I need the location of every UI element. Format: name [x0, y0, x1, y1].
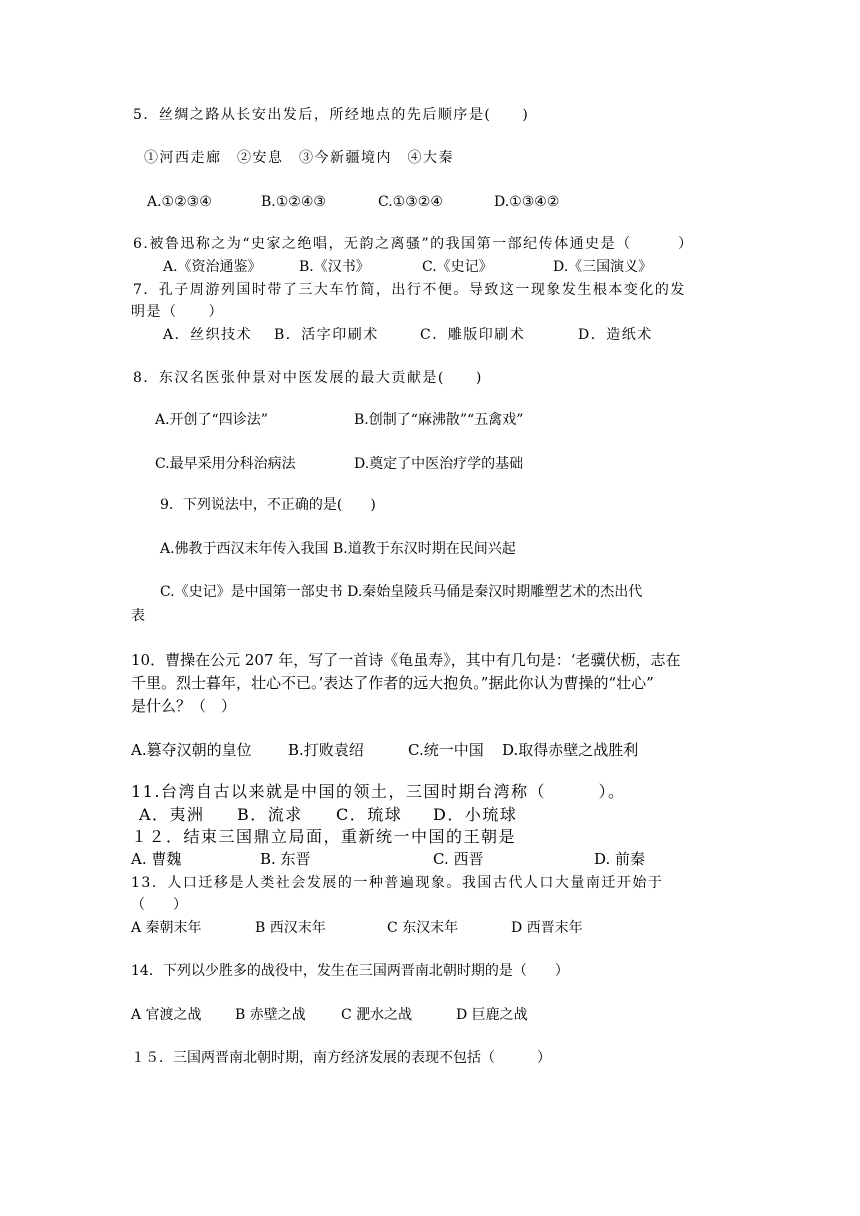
question-8-option-c: C.最早采用分科治病法 — [155, 456, 296, 472]
option-a: A. 曹魏 — [131, 850, 182, 868]
option-b: B．活字印刷术 — [274, 327, 379, 343]
question-10-stem-line1: 10．曹操在公元 207 年，写了一首诗《龟虽寿》，其中有几句是：‘老骥伏枥，志在 — [131, 651, 681, 669]
option-b: B.①②④③ — [261, 194, 326, 210]
question-13-stem-line2: （ ） — [131, 897, 187, 913]
question-5-stem: 5．丝绸之路从长安出发后，所经地点的先后顺序是( ) — [133, 107, 530, 123]
option-d: D．造纸术 — [578, 327, 653, 343]
option-c: C. 西晋 — [433, 850, 484, 868]
option-c: C．雕版印刷术 — [420, 327, 526, 343]
option-c: C.统一中国 — [408, 741, 484, 759]
option-a: A．丝织技术 — [163, 327, 253, 343]
question-7-stem-line2: 明是（ ） — [131, 304, 224, 320]
option-b: B. 东晋 — [260, 850, 311, 868]
question-10-stem-line2: 千里。烈士暮年，壮心不已。’表达了作者的远大抱负。”据此你认为曹操的“壮心” — [131, 674, 654, 692]
question-14-stem: 14．下列以少胜多的战役中，发生在三国两晋南北朝时期的是（ ） — [131, 963, 569, 979]
question-6-stem: 6.被鲁迅称之为“史家之绝唱，无韵之离骚”的我国第一部纪传体通史是（ ） — [133, 236, 694, 252]
option-d: D．小琉球 — [433, 805, 518, 824]
option-a: A 秦朝末年 — [131, 920, 202, 936]
option-b: B．流求 — [237, 805, 303, 824]
question-5-items: ①河西走廊 ②安息 ③今新疆境内 ④大秦 — [144, 150, 454, 166]
question-8-option-b: B.创制了“麻沸散”“五禽戏” — [354, 412, 524, 428]
question-9-stem: 9．下列说法中，不正确的是( ) — [160, 497, 376, 513]
option-d: D.取得赤壁之战胜利 — [502, 741, 639, 759]
option-d: D.①③④② — [494, 194, 560, 210]
question-8-stem: 8．东汉名医张仲景对中医发展的最大贡献是( ) — [133, 370, 483, 386]
question-8-option-a: A.开创了“四诊法” — [155, 412, 268, 428]
question-9-options-cd-line2: 表 — [131, 608, 145, 624]
option-d: D. 前秦 — [594, 850, 646, 868]
question-8-option-d: D.奠定了中医治疗学的基础 — [354, 456, 524, 472]
option-a: A.篡夺汉朝的皇位 — [131, 741, 252, 759]
option-d: D 巨鹿之战 — [456, 1007, 528, 1023]
option-a: A．夷洲 — [139, 805, 205, 824]
option-c: C 东汉末年 — [387, 920, 459, 936]
option-a: A 官渡之战 — [131, 1007, 202, 1023]
question-11-stem: 11.台湾自古以来就是中国的领土，三国时期台湾称（ ）。 — [131, 782, 626, 801]
option-d: D.《三国演义》 — [553, 259, 653, 275]
option-c: C.①③②④ — [378, 194, 443, 210]
question-9-options-ab: A.佛教于西汉末年传入我国 B.道教于东汉时期在民间兴起 — [160, 541, 516, 557]
option-b: B.打败袁绍 — [288, 741, 364, 759]
option-b: B 赤壁之战 — [235, 1007, 306, 1023]
option-a: A.①②③④ — [147, 194, 212, 210]
question-10-stem-line3: 是什么？（ ） — [131, 697, 237, 715]
option-c: C 淝水之战 — [341, 1007, 413, 1023]
question-15-stem: １５．三国两晋南北朝时期，南方经济发展的表现不包括（ ） — [131, 1050, 551, 1066]
option-b: B 西汉末年 — [255, 920, 326, 936]
question-7-stem-line1: 7．孔子周游列国时带了三大车竹简，出行不便。导致这一现象发生根本变化的发 — [133, 282, 686, 298]
option-a: A.《资治通鉴》 — [163, 259, 262, 275]
option-c: C.《史记》 — [422, 259, 493, 275]
question-9-options-cd-line1: C.《史记》是中国第一部史书 D.秦始皇陵兵马俑是秦汉时期雕塑艺术的杰出代 — [160, 584, 643, 600]
option-c: C．琉球 — [336, 805, 403, 824]
option-d: D 西晋末年 — [511, 920, 583, 936]
question-13-stem-line1: 13．人口迁移是人类社会发展的一种普遍现象。我国古代人口大量南迁开始于 — [131, 875, 664, 891]
question-12-stem: １２．结束三国鼎立局面，重新统一中国的王朝是 — [131, 827, 517, 846]
option-b: B.《汉书》 — [299, 259, 370, 275]
